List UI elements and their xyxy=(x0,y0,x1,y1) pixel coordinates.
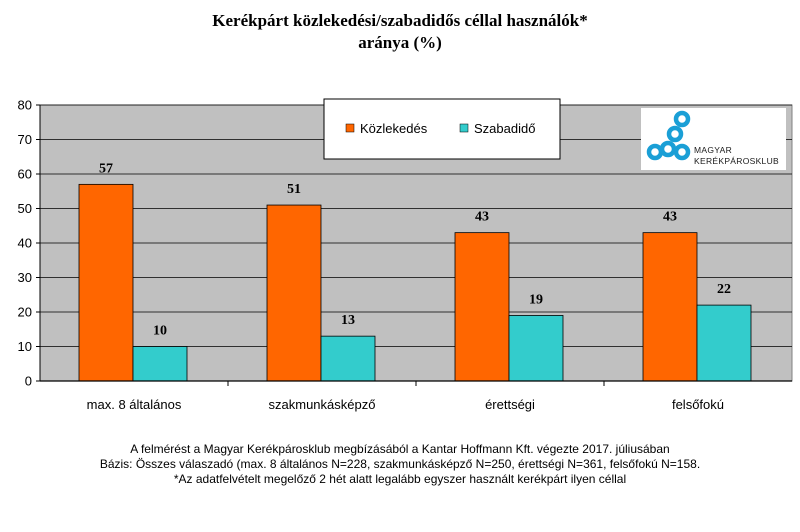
y-tick-label: 30 xyxy=(17,270,32,285)
bar-kozlekedes xyxy=(79,184,133,381)
data-label: 13 xyxy=(341,313,355,329)
club-logo xyxy=(641,108,786,170)
y-tick-label: 60 xyxy=(17,166,32,182)
chart-title-line2: aránya (%) xyxy=(358,33,442,52)
y-tick-label: 10 xyxy=(17,339,32,354)
bar-szabadido xyxy=(697,305,751,381)
logo-text-line1: MAGYAR xyxy=(694,145,733,155)
footer-line-base: Bázis: Összes válaszadó (max. 8 általános N=228, szakmunkásképző N=250, érettségi N=361, felsőfokú N=158. xyxy=(99,457,701,471)
y-tick-label: 0 xyxy=(24,373,32,389)
legend-swatch-szabadido xyxy=(460,124,468,132)
data-label: 10 xyxy=(153,323,167,339)
footer-line-note: *Az adatfelvételt megelőző 2 hét alatt legalább egyszer használt kerékpárt ilyen céllal xyxy=(173,472,627,486)
chart-title-line1: Kerékpárt közlekedési/szabadidős céllal használók* xyxy=(212,11,588,30)
y-tick-label: 80 xyxy=(17,97,32,113)
data-label: 19 xyxy=(529,292,543,308)
y-tick-label: 70 xyxy=(17,132,32,147)
logo-text-line2: KERÉKPÁROSKLUB xyxy=(694,156,779,166)
data-label: 22 xyxy=(717,282,731,298)
bar-kozlekedes xyxy=(643,233,697,381)
data-label: 43 xyxy=(475,209,489,225)
data-label: 51 xyxy=(287,182,301,198)
data-label: 57 xyxy=(99,161,113,177)
bar-szabadido xyxy=(509,315,563,381)
y-tick-label: 40 xyxy=(17,235,32,251)
bar-kozlekedes xyxy=(267,205,321,381)
bar-szabadido xyxy=(321,336,375,381)
legend xyxy=(324,99,560,159)
data-label: 43 xyxy=(663,209,677,225)
legend-label-szabadido: Szabadidő xyxy=(474,121,536,136)
y-tick-label: 50 xyxy=(17,201,32,216)
x-category-label: szakmunkásképző xyxy=(268,397,376,412)
legend-label-kozlekedes: Közlekedés xyxy=(360,121,428,136)
x-category-label: felsőfokú xyxy=(671,397,725,412)
bar-kozlekedes xyxy=(455,233,509,381)
legend-swatch-kozlekedes xyxy=(346,124,354,132)
y-tick-label: 20 xyxy=(17,304,32,320)
footer-line-source: A felmérést a Magyar Kerékpárosklub megbízásából a Kantar Hoffmann Kft. végezte 2017. júliusában xyxy=(130,442,670,456)
chart-footer xyxy=(0,442,800,487)
bar-szabadido xyxy=(133,347,187,382)
x-category-label: max. 8 általános xyxy=(86,397,182,412)
x-category-label: érettségi xyxy=(485,397,535,412)
